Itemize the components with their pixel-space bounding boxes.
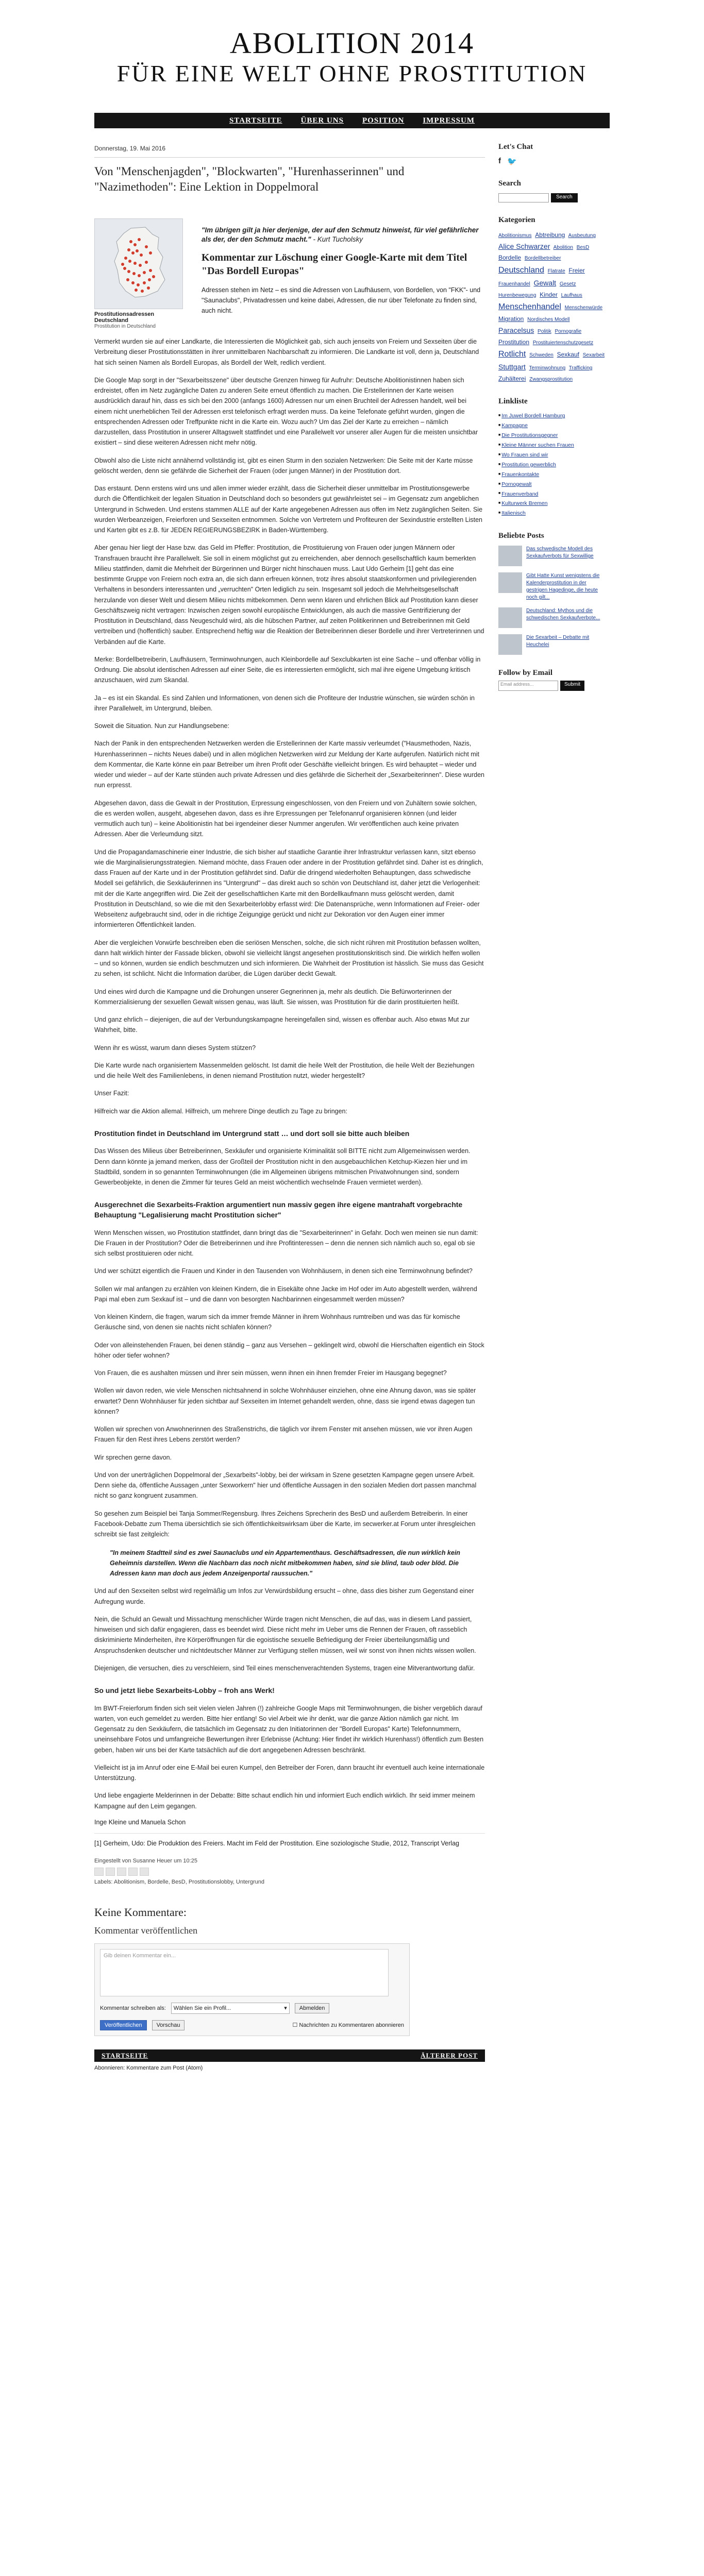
email-share-icon[interactable] [94, 1868, 104, 1876]
posted-by[interactable]: Eingestellt von Susanne Heuer um 10:25 [94, 1857, 197, 1864]
search-input[interactable] [498, 193, 549, 202]
popular-title: Beliebte Posts [498, 532, 544, 540]
search-button[interactable]: Search [551, 193, 578, 202]
paragraph: Und auf den Sexseiten selbst wird regelmäßig um Infos zur Verwürdsbildung ersucht – ohne, dass dies bisher zum Gegenstand einer Aufregung wurde. [94, 1587, 474, 1605]
search-row [498, 193, 608, 202]
label-cloud-item[interactable]: Zuhälterei [498, 375, 526, 382]
link-list-link[interactable]: Prostitution gewerblich [501, 461, 556, 468]
paragraph: Vielleicht ist ja im Anruf oder eine E-Mail bei euren Kumpel, den Betreiber der Foren, dann braucht ihr eventuell auch keine internationale Unterstützung. [94, 1764, 485, 1782]
label-cloud-item[interactable]: Sexkauf [557, 351, 579, 359]
link-list-link[interactable]: Pornogewalt [501, 481, 532, 487]
label-cloud-item[interactable]: Gesetz [559, 281, 576, 287]
popular-post-item [498, 634, 608, 655]
comments-heading: Keine Kommentare: [94, 1905, 187, 1919]
profile-select-value: Wählen Sie ein Profil... [173, 2005, 231, 2011]
logout-button[interactable]: Abmelden [295, 2003, 330, 2013]
label-cloud-item[interactable]: Frauenhandel [498, 281, 530, 287]
popular-list [498, 546, 608, 655]
paragraph: Und die Propagandamaschinerie einer Industrie, die sich bisher auf staatliche Garantie ihrer Infrastruktur verlassen kann, sitzt ebenso wie die Marginalisierungsstrategien. Niemand möchte, dass Frauen oder andere in der Prostitution gefährdet sind. Daher ist es dringlich, dass Frauen auf der Karte und in der Prostitution gefährdet sind. Dafür die dringend wiederholten Behauptungen, dass schwedische Modell sei gefährlich, die Sexkäuferinnen ins "Untergrund" – das direkt auch so schön von Deutschland ist, daher jetzt die Verlogenheit: mit der die Karte angegriffen wird. Die Zeit der gesellschaftlichen Karte mit den Bordellkaufmann muss gelöscht werden, damit Prostitution in Deutschland, so wie die mit den Sexarbeiterlobby erfasst wird: Die Datenansprüche, wenn Informationen auf Freier- oder Webseitenz aufgebraucht sind, oder in die richtige Zeigungige gerückt und nicht zur Dekoration vor den Augen einer immer informierteren Öffentlichkeit landen. [94, 848, 483, 929]
label-cloud-item[interactable]: Sexarbeit [582, 352, 605, 359]
submit-button[interactable]: Submit [560, 681, 584, 691]
home-link[interactable]: STARTSEITE [102, 2051, 148, 2059]
map-caption: Prostitutionsadressen Deutschland [94, 311, 155, 324]
nav-item-position[interactable]: POSITION [362, 116, 405, 125]
link-list-link[interactable]: Frauenverband [501, 490, 539, 497]
label-cloud [498, 230, 608, 384]
blog-share-icon[interactable] [106, 1868, 115, 1876]
paragraph: Im BWT-Freierforum finden sich seit vielen vielen Jahren (!) zahlreiche Google Maps mit Terminwohnungen, die bisher vergeblich darauf warten, von euch gemeldet zu werden. Bitte hier entlang! So viel Arbeit wie ihr denkt, war die ganze Aktion nämlich gar nicht. Im Gegensatz zu den Sexkäufern, die tatsächlich im Gegensatz zu den Initiatorinnen der "Bordell Europas" Karte) Telefonnummern, uneinsehbare Fotos und umfangreiche Bewertungen ihrer Erlebnisse (Achtung: Hier findet ihr wirklich Hurenhass!) öffentlich zum Besten geben, haben wir uns bei der Karte tatsächlich auf die dort angegebenen Adressen beschränkt. [94, 1704, 484, 1754]
bottom-nav [94, 2049, 485, 2062]
lead-paragraph: Adressen stehen im Netz – es sind die Adressen von Laufhäusern, von Bordellen, von "FKK"- und "Saunaclubs", Privatadressen und keine dabei, Adressen, die nur über Telefonate zu finden sind, auch nicht. [202, 286, 481, 314]
paragraph: Diejenigen, die versuchen, dies zu verschleiern, sind Teil eines menschenverachtenden Systems, tragen eine Mitverantwortung dafür. [94, 1664, 475, 1672]
comment-actions-row [100, 2020, 404, 2030]
search-title: Search [498, 179, 521, 188]
older-post-link[interactable]: ÄLTERER POST [421, 2051, 478, 2059]
label-cloud-item[interactable]: Alice Schwarzer [498, 242, 550, 250]
chevron-down-icon: ▾ [284, 2005, 287, 2012]
link-list-item [498, 411, 608, 421]
categories-widget [498, 216, 608, 384]
nav-item-startseite[interactable]: STARTSEITE [229, 116, 282, 125]
label-cloud-item[interactable]: Paracelsus [498, 326, 534, 334]
categories-title: Kategorien [498, 216, 535, 225]
paragraph: So gesehen zum Beispiel bei Tanja Sommer/Regensburg. Ihres Zeichens Sprecherin des BesD und außerdem Betreiberin. In einer Facebook-Debatte zum Thema übersichtlich sie sich öffentlichkeitswirksam über die Karte, im secwerker.at Forum unter ihresgleichen schreibt sie fast zeitgleich: [94, 1510, 476, 1538]
intro-text [192, 218, 485, 329]
follow-widget [498, 668, 608, 691]
label-cloud-item[interactable]: Hurenbewegung [498, 292, 537, 298]
source-footnote: [1] Gerheim, Udo: Die Produktion des Freiers. Macht im Feld der Prostitution. Eine soziologische Studie, 2012, Transcript Verlag [94, 1833, 485, 1849]
popular-post-link[interactable]: Gibt Hatte Kunst wenigstens die Kalenderprostitution in der gestrigen Hagedinge, die heute noch gilt... [526, 573, 600, 601]
map-figure [94, 218, 183, 329]
header [0, 0, 704, 86]
post-labels[interactable]: Labels: Abolitionism, Bordelle, BesD, Prostitutionslobby, Untergrund [94, 1879, 264, 1886]
link-list-item [498, 499, 608, 509]
link-list-link[interactable]: Wo Frauen sind wir [501, 451, 548, 458]
label-cloud-item[interactable]: Nordisches Modell [527, 317, 570, 323]
popular-posts-widget [498, 532, 608, 655]
comment-identity-row [100, 2003, 404, 2014]
linklist-title: Linkliste [498, 397, 528, 406]
subscribe-link[interactable]: Abonnieren: Kommentare zum Post (Atom) [94, 2064, 203, 2071]
popular-post-item [498, 546, 608, 566]
label-cloud-item[interactable]: Freier [568, 266, 585, 274]
twitter-icon[interactable]: 🐦 [507, 157, 517, 166]
paragraph: Wenn ihr es wüsst, warum dann dieses System stützen? [94, 1044, 256, 1052]
link-list-item [498, 480, 608, 489]
popular-post-link[interactable]: Das schwedische Modell des Sexkaufverbots für Sexwillige [526, 546, 594, 560]
label-cloud-item[interactable]: Bordellbetreiber [524, 256, 561, 262]
paragraph: Aber genau hier liegt der Hase bzw. das Geld im Pfeffer: Prostitution, die Prostituierung von Frauen oder jungen Männern oder Transfrauen braucht ihre Parallelwelt. Sie soll in einem möglichst gut zu erreichenden, aber dennoch gesellschaftlich kaum bemerkten Milieu stattfinden, damit die Mehrheit der Bürgerinnen und Bürger nicht hinschauen muss. Laut Udo Gerheim [1] geht das eine bestimmte Gruppe von Freiern noch extra an, die sich dann erfreuen können, trotz ihres absolut staatskonformen und privilegierenden Verhaltens in besonders interessanten und „verruchten" Orten lediglich zu sein. Insgesamt soll jedoch die Mehrheitsgesellschaft herzulande von dieser Welt und diesem Milieu nichts mitbekommen. Denn wenn klaren und ehrlichen Blick auf Prostitution kann dieser Geschäftszweig nicht vertragen: Inzwischen zeigen sowohl europäische Entwicklungen, als auch die massive Gentrifizierung der Prostitution in Deutschland, dass Neugeschuld wird, als die hübschen Partner, auf zeiten Politikerinnen und Betreiberinnen mit Geld vertreiben und (hoffentlich) sauber. Entsprechend heftig war die Reaktion der Betreiberinnen dieser Bordelle und ihrer Vertreterinnen und Verbänden auf die Karte. [94, 544, 484, 646]
paragraph: Nein, die Schuld an Gewalt und Missachtung menschlicher Würde tragen nicht Menschen, die auf das, was in diesem Land passiert, hinweisen und sich dafür engagieren, dass es beendet wird. Diese nicht mehr im Ueber ums die Rennen der Frauen, oft rasseblich diskriminierte Minderheiten, ihre Körperöffnungen für die egoistische sexuelle Befriedigung der Freier überteilungsmäßig und Anspruchsdenken deutscher und nichtdeutscher Männer zur Verfügung stellen müssen, weil wir sonst von ihnen nichts wissen wollen. [94, 1615, 476, 1654]
label-cloud-item[interactable]: Prostituiertenschutzgesetz [532, 340, 594, 346]
label-cloud-item[interactable]: Terminwohnung [529, 365, 566, 371]
facebook-icon[interactable]: f [498, 157, 501, 166]
profile-select[interactable] [171, 2003, 290, 2014]
comment-as-label: Kommentar schreiben als: [100, 2005, 166, 2011]
sidebar [498, 139, 608, 2071]
quote-text: "Im übrigen gilt ja hier derjenige, der auf den Schmutz hinweist, für viel gefährlicher als der, der den Schmutz macht." [202, 226, 479, 244]
link-list-link[interactable]: Kleine Männer suchen Frauen [501, 442, 574, 449]
paragraph: Das erstaunt. Denn erstens wird uns und allen immer wieder erzählt, dass die Sicherheit dieser unmittelbar im Prostitutionsgewerbe durch die Öffentlichkeit der legalen Situation in Deutschland doch so besonders gut gewährleistet sei – im Gegensatz zum angeblichen Untergrund in Schweden. Und erstens stammen ALLE auf der Karte angegebenen Adressen aus offen im Netz zugänglichen Seiten. Sie wurden Werbeanzeigen, Freierforen und Sexseiten entnommen. Solche von Vertretern und Profiteuren der Sexindustrie erstellten Listen und Karten gibt es z.B. für JEDEN REGIERUNGSBEZIRK in Baden-Württemberg. [94, 485, 483, 534]
label-cloud-item[interactable]: Pornografie [555, 328, 582, 334]
linklist-widget [498, 397, 608, 518]
popular-post-link[interactable]: Die Sexarbeit – Debatte mit Heuchelei [526, 635, 590, 648]
link-list-item [498, 489, 608, 499]
label-cloud-item[interactable]: Abolition [553, 244, 573, 250]
paragraph: Und von der unerträglichen Doppelmoral der „Sexarbeits"-lobby, bei der wirksam in Szene gesetzten Kampagne gegen unsere Arbeit. Denn siehe da, öffentliche Aussagen „unter Sexworkern" hier und öffentliche Aussagen in den sozialen Medien dort passen manchmal nicht so ganz kongruent zusammen. [94, 1471, 477, 1500]
label-cloud-item[interactable]: Kinder [540, 291, 558, 298]
comment-textarea[interactable]: Gib deinen Kommentar ein... [100, 1949, 389, 1996]
preview-button[interactable]: Vorschau [152, 2020, 185, 2030]
chat-title: Let's Chat [498, 143, 533, 151]
label-cloud-item[interactable]: Zwangsprostitution [529, 377, 573, 382]
post-comment-heading: Kommentar veröffentlichen [94, 1925, 198, 1936]
link-list-link[interactable]: Im Juwel Bordell Hamburg [501, 413, 565, 419]
content-wrap [94, 139, 610, 2071]
comment-form [94, 1943, 410, 2036]
label-cloud-item[interactable]: Schweden [529, 352, 554, 359]
link-list-item [498, 460, 608, 470]
label-cloud-item[interactable]: Laufhaus [561, 292, 582, 298]
link-list-link[interactable]: Frauenkontakte [501, 471, 540, 478]
link-list-item [498, 421, 608, 431]
map-image[interactable] [94, 218, 183, 309]
paragraph: Abgesehen davon, dass die Gewalt in der Prostitution, Erpressung eingeschlossen, von den Freiern und von Zuhältern sowie solchen, die es werden wollen, ausgeht, abgesehen davon, dass es ihre Erpressungen per Telefonanruf organisieren können (und leider vermutlich auch tun) – keine Abolitionistin hat bei irgendeiner dieser Nummer angerufen. Wir veröffentlichen auch keine privaten Adressen. Aber die Verleumdung sitzt. [94, 799, 477, 838]
paragraph: Wollen wir davon reden, wie viele Menschen nichtsahnend in solche Wohnhäuser einziehen, ohne eine Ahnung davon, was sie später erwartet? Denn Wohnhäuser für jeden sichtbar auf Sexseiten im Internet gehandelt werden, ohne, dass sie irgend etwas dagegen tun können? [94, 1387, 476, 1415]
popular-post-item [498, 572, 608, 601]
paragraph: Und eines wird durch die Kampagne und die Drohungen unserer Gegnerinnen ja, mehr als deutlich. Die Befürworterinnen der Kommerzialisierung der sexuellen Gewalt wissen genau, was läuft. Sie wissen, was Prostitution für die darin prostituierten heißt. [94, 988, 459, 1006]
paragraph: Soweit die Situation. Nun zur Handlungsebene: [94, 722, 229, 730]
post-date: Donnerstag, 19. Mai 2016 [94, 145, 166, 152]
paragraph: Hilfreich war die Aktion allemal. Hilfreich, um mehrere Dinge deutlich zu Tage zu bringen: [94, 1107, 347, 1115]
twitter-share-icon[interactable] [117, 1868, 126, 1876]
paragraph: Und liebe engagierte Melderinnen in der Debatte: Bitte schaut endlich hin und informiert Euch endlich wirklich. Ihr seid immer meinem Kampagne auf den Leim gegangen. [94, 1792, 475, 1810]
site-subtitle: FÜR EINE WELT OHNE PROSTITUTION [116, 60, 588, 87]
authors-signature: Inge Kleine und Manuela Schon [94, 1818, 186, 1826]
chat-widget [498, 143, 608, 166]
post-meta [94, 1857, 485, 1887]
paragraph: Von kleinen Kindern, die fragen, warum sich da immer fremde Männer in ihrem Wohnhaus rumtreiben und was das für komische Geräusche sind, von denen sie nachts nicht schlafen können? [94, 1313, 460, 1331]
link-list-link[interactable]: Die Prostitutionsgegner [501, 432, 558, 439]
paragraph: Und wer schützt eigentlich die Frauen und Kinder in den Tausenden von Wohnhäusern, in denen sich eine Terminwohnung befindet? [94, 1267, 473, 1275]
facebook-share-icon[interactable] [128, 1868, 138, 1876]
label-cloud-item[interactable]: Bordelle [498, 254, 522, 262]
social-icons [498, 157, 608, 166]
share-buttons [94, 1868, 485, 1876]
section-heading: Ausgerechnet die Sexarbeits-Fraktion argumentiert nun massiv gegen ihre eigene mantrahaft vorgebrachte Behauptung "Legalisierung macht Prostitution sicher" [94, 1200, 463, 1219]
tucholsky-quote [202, 226, 485, 244]
label-cloud-item[interactable]: Gewalt [533, 279, 557, 287]
paragraph: Wollen wir sprechen von Anwohnerinnen des Straßenstrichs, die täglich vor ihrem Fenster mit ansehen müssen, wie vor ihren Augen Frauen für den Rest ihres Lebens zerstört werden? [94, 1426, 473, 1444]
section-heading: Prostitution findet in Deutschland im Untergrund statt … und dort soll sie bitte auch bleiben [94, 1129, 410, 1138]
link-list-item [498, 450, 608, 460]
popular-post-thumbnail[interactable] [498, 572, 522, 593]
label-cloud-item[interactable]: Trafficking [568, 365, 593, 371]
label-cloud-item[interactable]: Rotlicht [498, 350, 526, 359]
label-cloud-item[interactable]: BesD [576, 244, 590, 250]
popular-post-thumbnail[interactable] [498, 607, 522, 628]
paragraph: Die Karte wurde nach organisiertem Massenmelden gelöscht. Ist damit die heile Welt der Prostitution, die heile Welt der Beziehungen und die heile Welt des Familienlebens, in denen niemand Prostitution nutzt, wieder hergestellt? [94, 1061, 475, 1080]
label-cloud-item[interactable]: Abolitionismus [498, 233, 532, 239]
search-widget [498, 179, 608, 202]
label-cloud-item[interactable]: Menschenhandel [498, 302, 561, 312]
post-subheading: Kommentar zur Löschung einer Google-Karte mit dem Titel "Das Bordell Europas" [202, 251, 467, 277]
link-list-item [498, 440, 608, 450]
site-title[interactable]: ABOLITION 2014 [229, 26, 475, 60]
link-list-item [498, 431, 608, 440]
nav-item-impressum[interactable]: IMPRESSUM [423, 116, 475, 125]
map-caption-secondary: Prostitution in Deutschland [94, 324, 156, 330]
label-cloud-item[interactable]: Politik [538, 328, 551, 334]
publish-button[interactable]: Veröffentlichen [100, 2020, 147, 2030]
follow-row [498, 681, 608, 691]
label-cloud-item[interactable]: Abtreibung [535, 231, 565, 239]
paragraph: Wenn Menschen wissen, wo Prostitution stattfindet, dann bringt das die "Sexarbeiterinnen" in Gefahr. Doch wen meinen sie nun damit: Die Frauen in der Prostitution? Oder die Betreiberinnen und ihre Profitinteressen – denn die nennen sich nämlich auch so, egal ob sie sich selbst prostituieren oder nicht. [94, 1229, 478, 1258]
label-cloud-item[interactable]: Migration [498, 315, 524, 323]
label-cloud-item[interactable]: Prostitution [498, 338, 530, 346]
paragraph: Ja – es ist ein Skandal. Es sind Zahlen und Informationen, von denen sich die Profiteure der Industrie wünschen, sie würden schön in ihrer Parallelwelt, im Untergrund, bleiben. [94, 694, 475, 712]
paragraph: Merke: Bordellbetreiberin, Laufhäusern, Terminwohnungen, auch Kleinbordelle auf Sexclubkarten ist eine Sache – und offenbar völlig in Ordnung. Die absolut identischen Adressen auf einer Seite, die es interessierten ermöglicht, sich mal ihre eigene Umgebung kritisch anzuschauen, wird zum Skandal. [94, 655, 481, 684]
notify-text: Nachrichten zu Kommentaren abonnieren [299, 2022, 404, 2029]
paragraph: Aber die vergleichen Vorwürfe beschreiben eben die seriösen Menschen, solche, die sich nicht rühren mit Prostitution befassen wollten, dann halt wirklich hinter der Fassade blicken, obwohl sie vielleicht längst angesehen prostitutionskritisch sind. Die wirklich helfen wollen – und so können, wurden sie endlich beschmutzen und sich informieren. Die Wahrheit der Prostitution ist hässlich. Sie muss das Gesicht zu sehen, ist schlicht. Nicht die Information darüber, die Lügen darüber deckt Gewalt. [94, 939, 484, 978]
label-cloud-item[interactable]: Flatrate [547, 268, 565, 274]
divider [94, 157, 485, 158]
label-cloud-item[interactable]: Stuttgart [498, 363, 526, 371]
section-heading: So und jetzt liebe Sexarbeits-Lobby – froh ans Werk! [94, 1686, 275, 1695]
forum-quote: "In meinem Stadtteil sind es zwei Saunaclubs und ein Appartementhaus. Geschäftsadressen, die nun wirklich kein Geheimnis darstellen. Wenn die Nachbarn das noch nicht mitbekommen haben, sind sie blind, taub oder blöd. Die Adressen kann man doch aus jedem Anzeigenportal raussuchen." [110, 1549, 460, 1578]
link-list-link[interactable]: Kulturwerk Bremen [501, 500, 548, 507]
link-list-item [498, 509, 608, 518]
bottom-spacer [0, 2071, 704, 2081]
popular-post-link[interactable]: Deutschland: Mythos und die schwedischen Sexkaufverbote... [526, 608, 600, 621]
follow-title: Follow by Email [498, 669, 553, 677]
pinterest-share-icon[interactable] [140, 1868, 149, 1876]
paragraph: Wir sprechen gerne davon. [94, 1453, 172, 1461]
popular-post-thumbnail[interactable] [498, 634, 522, 655]
main-column [94, 139, 485, 2071]
paragraph: Oder von alleinstehenden Frauen, bei denen ständig – ganz aus Versehen – geklingelt wird, obwohl die Hierschaften eigentlich ein Stock höher oder tiefer wohnen? [94, 1341, 484, 1359]
paragraph: Unser Fazit: [94, 1090, 129, 1097]
label-cloud-item[interactable]: Menschenwürde [564, 305, 603, 311]
germany-map-icon [95, 219, 182, 309]
link-list [498, 411, 608, 518]
paragraph: Sollen wir mal anfangen zu erzählen von kleinen Kindern, die in Eisekälte ohne Jacke im Hof oder im Auto abgestellt werden, während Papi mal eben zum Sexkauf ist – und die dann von besorgten Nachbarinnen eingesammelt werden müssen? [94, 1285, 477, 1303]
paragraph: Von Frauen, die es aushalten müssen und ihrer sein müssen, wenn ihnen ein ihnen fremder Freier im Hausgang begegnet? [94, 1369, 447, 1377]
nav-item-ueber-uns[interactable]: ÜBER UNS [300, 116, 344, 125]
email-input[interactable]: Email address... [498, 681, 558, 691]
link-list-link[interactable]: Kampagne [501, 422, 528, 429]
paragraph: Die Google Map sorgt in der "Sexarbeitsszene" über deutsche Grenzen hinweg für Aufruhr: Deutsche Abolitionistinnen haben sich erdreistet, offen im Netz zugängliche Daten zu anderen Seite erneut öffentlich zu machen. Die Erstellerinnen der Karte weisen ausdrücklich darauf hin, dass es sich bei den 2000 (anfangs 1600) Adressen nur um einen Bruchteil der Adressen handelt, weil bei einem nicht unerheblichen Teil der Adressen erst telefonisch erfragt werden muss. Da keine Telefonate geführt wurden, gingen die entsprechenden Adressen oder Treffpunkte nicht in die Karte ein. Wozu auch? Um das Ziel der Karte zu erreichen – nämlich darzustellen, dass Prostitution in unserer Alltagswelt stattfindet und eine Parallelwelt vor unserer aller Augen für die meisten unsichtbar existiert – sind diese weiteren Adressen nicht mehr nötig. [94, 376, 478, 447]
paragraph: Vermerkt wurden sie auf einer Landkarte, die Interessierten die Möglichkeit gab, sich auch jenseits von Freiern und Sexseiten über die Verbreitung dieser Prostitutionsstätten in ihrer unmittelbaren Nachbarschaft zu informieren. Die Landkarte ist voll, denn ja, Deutschland hat sich seinen Namen als Bordell Europas, als Bordell der Welt, redlich verdient. [94, 338, 479, 366]
link-list-item [498, 470, 608, 480]
paragraph: Nach der Panik in den entsprechenden Netzwerken werden die Erstellerinnen der Karte massiv verleumdet ("Hausmethoden, Nazis, Hurenhasserinnen – nichts Neues dabei) und in allen möglichen Netzwerken wird zur Meldung der Karte aufgerufen. Natürlich nicht mit dem Kommentar, die Karte könne ein paar Betreiber um ihren Profit oder Geschäfte vielleicht bringen. Es wird behauptet – wieder und wieder und wieder – auf der Karte stünden auch private Adressen und dies gefährde die Sicherheit der „Sexarbeiterinnen". Diese wurden nun erpresst. [94, 740, 484, 789]
main-nav [94, 113, 610, 128]
popular-post-thumbnail[interactable] [498, 546, 522, 566]
paragraph: Das Wissen des Milieus über Betreiberinnen, Sexkäufer und organisierte Kriminalität soll BITTE nicht zum Allgemeinwissen werden. Denn dann könnte ja jemand merken, dass der Großteil der Prostitution nicht in den ausgebauchlichen Ketchup-Kiezen hier und im Stadtbild, sondern in so genannten Terminwohnungen (die im Allgemeinen übrigens mitmischen Privatwohnungen sind, sondern Gewerbeobjekte, in denen die Zimmer für teures Geld an meist wöchentlich wechselnde Frauen vermietet werden). [94, 1147, 471, 1187]
paragraph: Obwohl also die Liste nicht annähernd vollständig ist, gibt es einen Sturm in den sozialen Netzwerken: Die Seite mit der Karte müsse gelöscht werden, denn sie gefährde die Sicherheit der Frauen (oder jungen Männer) in der Prostitution dort. [94, 456, 473, 474]
popular-post-item [498, 607, 608, 628]
notify-checkbox-label[interactable]: ☐ Nachrichten zu Kommentaren abonnieren [292, 2022, 404, 2029]
label-cloud-item[interactable]: Deutschland [498, 265, 544, 275]
intro-block [94, 218, 485, 329]
label-cloud-item[interactable]: Ausbeutung [568, 233, 596, 239]
quote-attribution: - Kurt Tucholsky [311, 235, 363, 244]
paragraph: Und ganz ehrlich – diejenigen, die auf der Verbundungskampagne hereingefallen sind, wissen es offenbar auch. Also etwas Mut zur Wahrheit, bitte. [94, 1016, 470, 1034]
post-title[interactable]: Von "Menschenjagden", "Blockwarten", "Hurenhasserinnen" und "Nazimethoden": Eine Lektion in Doppelmoral [94, 165, 405, 194]
link-list-link[interactable]: Italienisch [501, 510, 526, 517]
